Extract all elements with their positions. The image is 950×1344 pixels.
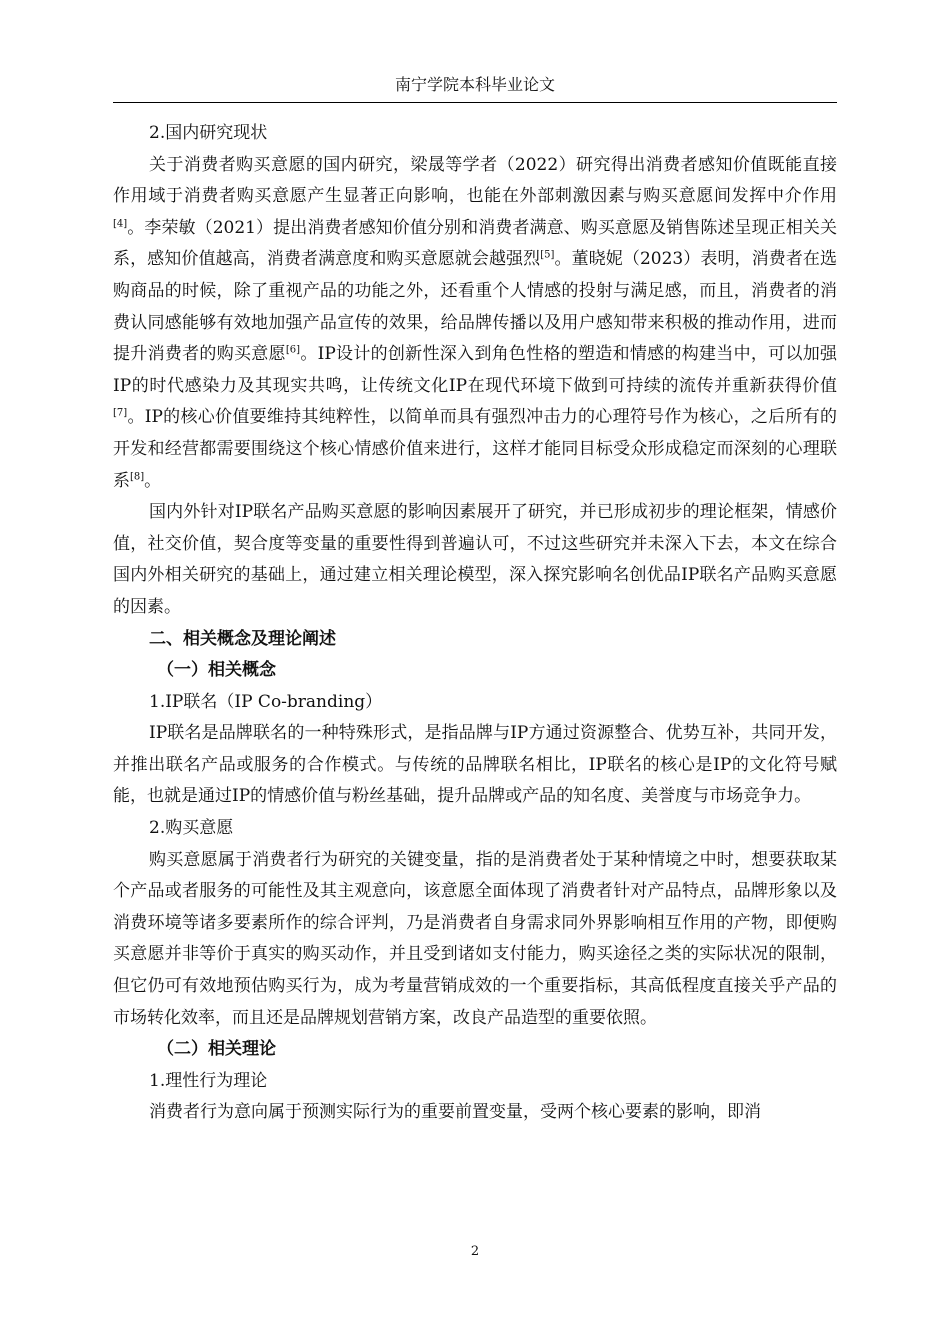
paragraph-text: 。董晓妮（2023）表明，消费者在选购商品的时候，除了重视产品的功能之外，还看重个人情感的投射与满足感，而且，消费者的消费认同感能够有效地加强产品宣传的效果，给品牌传播以及用户感知带来积极的推动作用，进而提升消费者的购买意愿 (113, 249, 838, 365)
subsection-heading-concepts: （一）相关概念 (157, 660, 276, 681)
subsection-title-ip-cobranding: 1.IP联名（IP Co-branding） (149, 691, 383, 712)
header-title: 南宁学院本科毕业论文 (394, 75, 555, 94)
citation-ref[interactable]: [6] (285, 344, 301, 356)
subsection-heading-theory: （二）相关理论 (157, 1039, 276, 1060)
citation-ref[interactable]: [7] (113, 407, 128, 419)
paragraph-summary: 国内外针对IP联名产品购买意愿的影响因素展开了研究，并已形成初步的理论框架，情感价值，社交价值，契合度等变量的重要性得到普遍认可，不过这些研究并未深入下去，本文在综合国内外相关研究的基础上，通过建立相关理论模型，深入探究影响名创优品IP联名产品购买意愿的因素。 (113, 502, 837, 617)
citation-ref[interactable]: [8] (130, 470, 145, 482)
document-body (113, 118, 837, 1129)
paragraph-text: 。IP的核心价值要维持其纯粹性，以简单而具有强烈冲击力的心理符号作为核心，之后所有的开发和经营都需要围绕这个核心情感价值来进行，这样才能同目标受众形成稳定而深刻的心理联系 (113, 407, 837, 491)
paragraph-text: 关于消费者购买意愿的国内研究，梁晟等学者（2022）研究得出消费者感知价值既能直接作用域于消费者购买意愿产生显著正向影响，也能在外部刺激因素与购买意愿间发挥中介作用 (113, 154, 837, 207)
citation-ref[interactable]: [4] (113, 218, 128, 230)
paragraph-purchase-intention: 购买意愿属于消费者行为研究的关键变量，指的是消费者处于某种情境之中时，想要获取某个产品或者服务的可能性及其主观意向，该意愿全面体现了消费者针对产品特点，品牌形象以及消费环境等诸多要素所作的综合评判，乃是消费者自身需求同外界影响相互作用的产物，即便购买意愿并非等价于真实的购买动作，并且受到诸如支付能力，购买途径之类的实际状况的限制，但它仍可有效地预估购买行为，成为考量营销成效的一个重要指标，其高低程度直接关乎产品的市场转化效率，而且还是品牌规划营销方案，改良产品造型的重要依照。 (113, 849, 837, 1028)
subsection-title-reasoned-action: 1.理性行为理论 (149, 1070, 268, 1091)
paragraph-ip-cobranding: IP联名是品牌联名的一种特殊形式，是指品牌与IP方通过资源整合、优势互补，共同开发，并推出联名产品或服务的合作模式。与传统的品牌联名相比，IP联名的核心是IP的文化符号赋能，也就是通过IP的情感价值与粉丝基础，提升品牌或产品的知名度、美誉度与市场竞争力。 (113, 723, 837, 807)
page-number: 2 (470, 1244, 480, 1259)
subsection-title-domestic-research: 2.国内研究现状 (149, 123, 268, 143)
section-heading-concepts-theory: 二、相关概念及理论阐述 (149, 628, 336, 649)
page-header (113, 68, 837, 103)
subsection-title-purchase-intention: 2.购买意愿 (149, 818, 234, 839)
paragraph-text: 。李荣敏（2021）提出消费者感知价值分别和消费者满意、购买意愿及销售陈述呈现正相关关系，感知价值越高，消费者满意度和购买意愿就会越强烈 (113, 217, 837, 270)
citation-ref[interactable]: [5] (540, 249, 555, 261)
paragraph-domestic-research (113, 150, 837, 498)
paragraph-reasoned-action: 消费者行为意向属于预测实际行为的重要前置变量，受两个核心要素的影响，即消 (149, 1102, 761, 1123)
paragraph-text: 。IP设计的创新性深入到角色性格的塑造和情感的构建当中，可以加强IP的时代感染力及其现实共鸣，让传统文化IP在现代环境下做到可持续的流传并重新获得价值 (113, 344, 838, 396)
paragraph-text: 。 (144, 470, 162, 491)
